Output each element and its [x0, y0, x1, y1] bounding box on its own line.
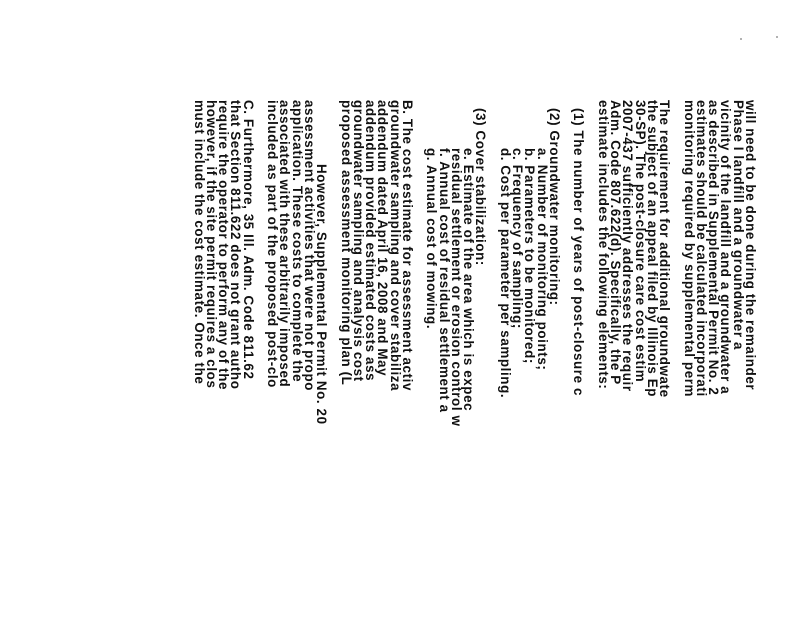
- text-line: groundwater sampling and cover stabiliza: [387, 100, 403, 392]
- text-line: that Section 811.622 does not grant autho: [228, 100, 244, 390]
- text-line: the subject of an appeal filed by Illinois Ep: [645, 100, 660, 398]
- text-line: as described in Supplemental Permit No. 2: [706, 100, 722, 396]
- sub-item: f. Annual cost of residual settlement a: [436, 148, 452, 413]
- text-line: application. These costs to complete the: [289, 100, 305, 383]
- text-line: B. The cost estimate for assessment activ: [400, 100, 415, 392]
- text-line: associated with these arbitrarily imposed: [277, 100, 293, 388]
- rotated-text-block: [191, 100, 758, 618]
- sub-item: c. Frequency of sampling;: [510, 148, 526, 329]
- text-line: proposed assessment monitoring plan (L: [338, 100, 354, 386]
- text-line: estimate includes the following elements:: [596, 100, 611, 390]
- text-line: addendum provided estimated costs ass: [363, 100, 379, 382]
- scan-speck: [776, 36, 778, 38]
- text-line: 30-SP). The post-closure care cost estim: [632, 100, 648, 383]
- text-line: C. Furthermore, 35 Ill. Adm. Code 811.62: [240, 100, 256, 380]
- sub-item: g. Annual cost of mowing.: [424, 148, 440, 330]
- text-line: 2007-437 sufficiently addresses the requir: [620, 100, 636, 392]
- scan-speck: [740, 38, 742, 40]
- text-line: Phase I landfill and a groundwater a: [730, 100, 746, 351]
- text-line: estimates should be calculated incorporati: [694, 100, 709, 397]
- text-line: monitoring required by supplemental perm: [681, 100, 697, 398]
- text-line: vicinity of the landfill and a groundwater a: [718, 100, 734, 395]
- text-line: must include the cost estimate. Once the: [191, 100, 207, 385]
- sub-item: residual settlement or erosion control w: [449, 148, 464, 427]
- text-line: However, Supplemental Permit No. 20: [314, 164, 330, 425]
- text-line: require the operator to perform any of the: [216, 100, 232, 391]
- list-item-3: (3) Cover stabilization:: [473, 108, 489, 266]
- sub-item: e. Estimate of the area which is expec: [461, 148, 477, 412]
- list-item-2: (2) Groundwater monitoring:: [547, 108, 562, 306]
- text-line: groundwater sampling and analysis cost: [351, 100, 366, 382]
- text-line: included as part of the proposed post-clo: [265, 100, 281, 388]
- text-line: however, if the site permit requires a clos: [204, 100, 219, 389]
- sub-item: a. Number of monitoring points;: [534, 148, 550, 371]
- text-line: addendum dated April 16, 2008 and May: [375, 100, 391, 377]
- text-line: assessment activities that were not propo: [302, 100, 317, 392]
- text-line: Adm. Code 807.622(d). Specifically, the P: [608, 100, 624, 385]
- sub-item: d. Cost per parameter per sampling.: [498, 148, 513, 399]
- text-line: The requirement for additional groundwate: [657, 100, 673, 398]
- text-line: will need to be done during the remainder: [743, 100, 758, 391]
- list-item-1: (1) The number of years of post-closure c: [571, 108, 587, 396]
- sub-item: b. Parameters to be monitored;: [522, 148, 538, 364]
